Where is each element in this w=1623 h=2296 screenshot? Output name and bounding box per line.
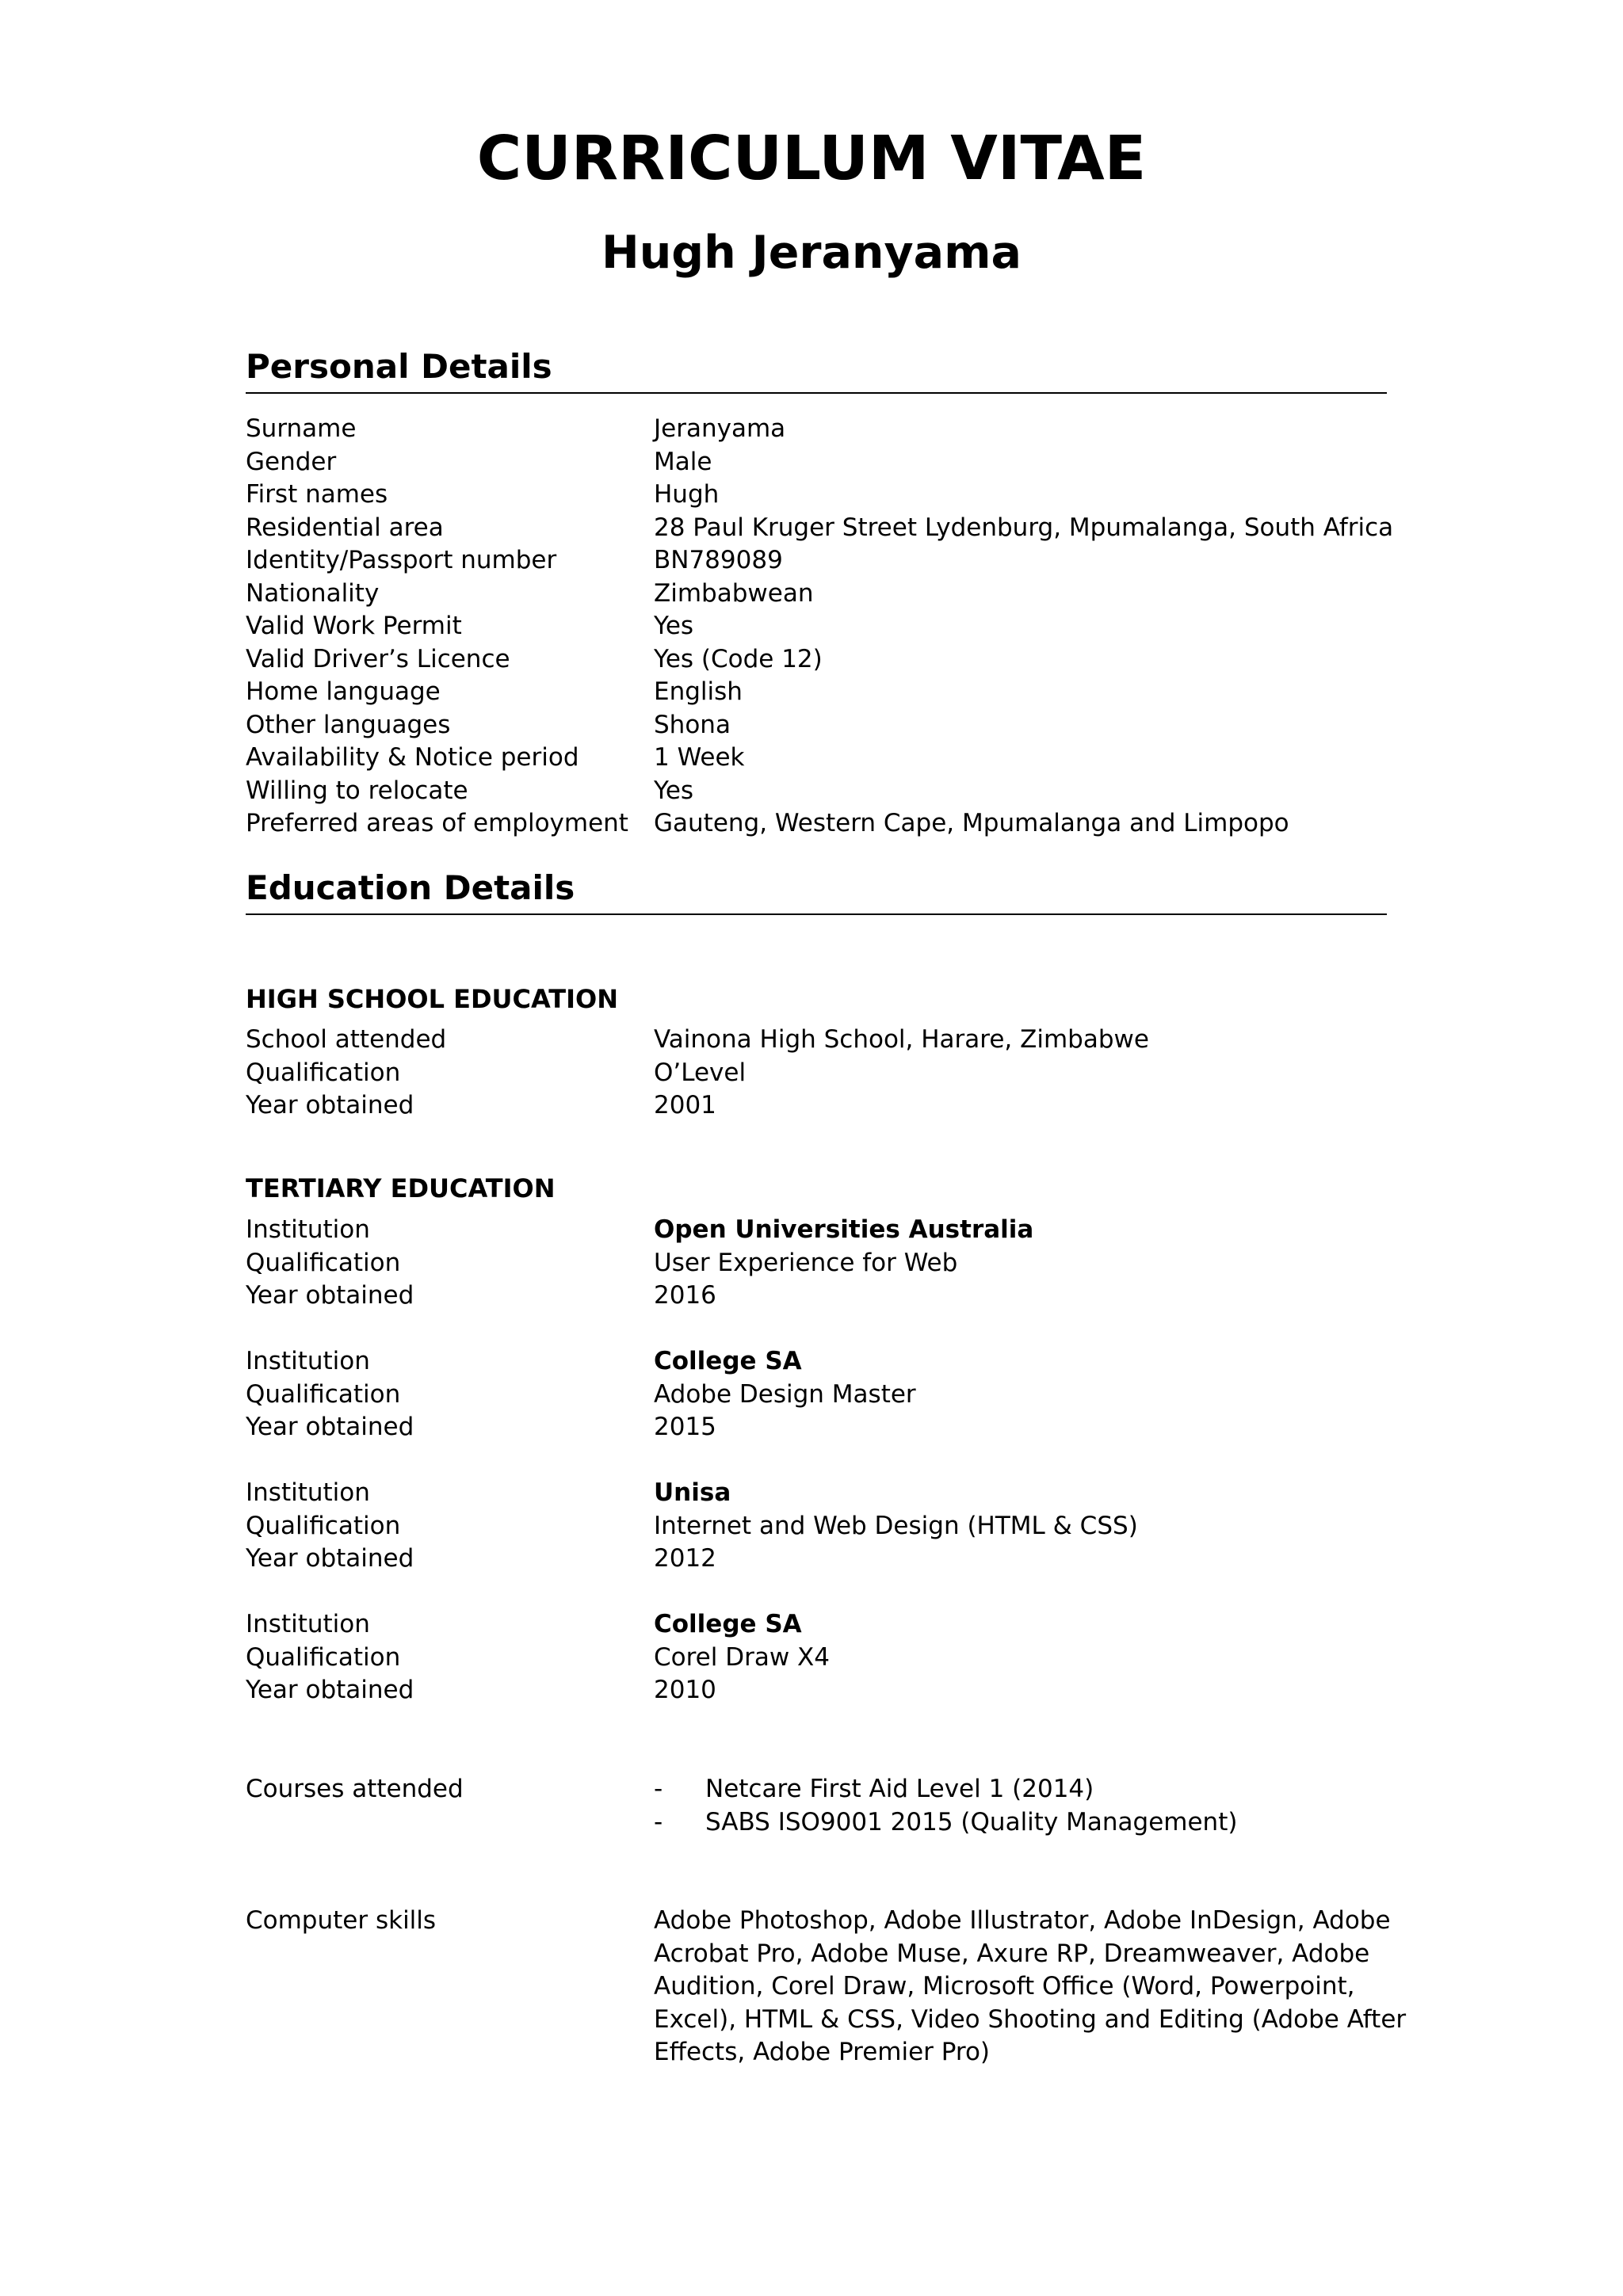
row-value: Jeranyama bbox=[654, 414, 786, 443]
row-label: Qualification bbox=[246, 1058, 401, 1087]
row-label: School attended bbox=[246, 1025, 447, 1054]
row-label: Year obtained bbox=[246, 1281, 414, 1310]
computer-skills bbox=[246, 1905, 1407, 2071]
row-label: Institution bbox=[246, 1347, 370, 1375]
row-value: Adobe Design Master bbox=[654, 1379, 916, 1409]
row-label: Institution bbox=[246, 1478, 370, 1507]
personal-row-work-permit bbox=[246, 610, 1387, 643]
row-value: 2015 bbox=[654, 1413, 716, 1441]
row-label: Qualification bbox=[246, 1642, 401, 1672]
skills-line: Adobe Photoshop, Adobe Illustrator, Adobe InDesign, Adobe bbox=[654, 1906, 1391, 1935]
row-value: 2012 bbox=[654, 1544, 716, 1573]
row-value: Yes bbox=[654, 612, 694, 640]
row-label: Year obtained bbox=[246, 1413, 414, 1441]
row-value: Gauteng, Western Cape, Mpumalanga and Limpopo bbox=[654, 809, 1289, 837]
row-value: Shona bbox=[654, 710, 731, 739]
personal-row-relocate bbox=[246, 775, 1387, 808]
personal-row-home-language bbox=[246, 676, 1387, 709]
personal-row-other-languages bbox=[246, 709, 1387, 742]
high-school-heading: HIGH SCHOOL EDUCATION bbox=[246, 984, 619, 1014]
skills-line: Excel), HTML & CSS, Video Shooting and Editing (Adobe After bbox=[654, 2004, 1407, 2034]
personal-row-gender bbox=[246, 446, 1387, 479]
course-text: SABS ISO9001 2015 (Quality Management) bbox=[705, 1807, 1238, 1836]
row-label: Surname bbox=[246, 414, 357, 443]
bullet-dash: - bbox=[654, 1775, 663, 1803]
tertiary-row-year bbox=[246, 1543, 1387, 1576]
row-label: Home language bbox=[246, 677, 441, 706]
row-label: Year obtained bbox=[246, 1676, 414, 1704]
row-value: 28 Paul Kruger Street Lydenburg, Mpumalanga, South Africa bbox=[654, 513, 1394, 542]
tertiary-entry bbox=[246, 1477, 1387, 1576]
personal-row-residential-area bbox=[246, 512, 1394, 545]
row-label: Valid Work Permit bbox=[246, 612, 462, 640]
tertiary-row-qualification bbox=[246, 1642, 1387, 1675]
document-title: CURRICULUM VITAE bbox=[476, 124, 1147, 194]
personal-row-nationality bbox=[246, 578, 1387, 611]
row-value: English bbox=[654, 677, 743, 706]
tertiary-heading: TERTIARY EDUCATION bbox=[246, 1173, 556, 1203]
row-label: Identity/Passport number bbox=[246, 546, 557, 574]
row-label: Gender bbox=[246, 447, 337, 476]
candidate-name: Hugh Jeranyama bbox=[601, 227, 1022, 279]
computer-skills-text bbox=[654, 1905, 1407, 2069]
tertiary-row-institution bbox=[246, 1477, 1387, 1510]
row-label: Preferred areas of employment bbox=[246, 809, 628, 837]
institution-name: College SA bbox=[654, 1610, 802, 1638]
row-value: 2001 bbox=[654, 1091, 716, 1119]
skills-line: Effects, Adobe Premier Pro) bbox=[654, 2038, 991, 2066]
courses-label: Courses attended bbox=[246, 1775, 464, 1803]
skills-line: Audition, Corel Draw, Microsoft Office (Word, Powerpoint, bbox=[654, 1972, 1355, 2000]
computer-skills-label: Computer skills bbox=[246, 1906, 437, 1935]
row-label: Qualification bbox=[246, 1248, 401, 1277]
row-value: Corel Draw X4 bbox=[654, 1642, 830, 1672]
tertiary-row-year bbox=[246, 1280, 1387, 1313]
row-label: Other languages bbox=[246, 710, 451, 739]
high-school-row-year bbox=[246, 1089, 1387, 1123]
personal-row-preferred-areas bbox=[246, 807, 1387, 841]
tertiary-row-year bbox=[246, 1411, 1387, 1444]
row-label: Institution bbox=[246, 1610, 370, 1638]
tertiary-entry bbox=[246, 1214, 1387, 1313]
row-label: Institution bbox=[246, 1215, 370, 1244]
list-item bbox=[654, 1806, 1387, 1840]
row-value: O’Level bbox=[654, 1058, 747, 1087]
tertiary-row-qualification bbox=[246, 1247, 1387, 1280]
tertiary-row-institution bbox=[246, 1214, 1387, 1247]
institution-name: College SA bbox=[654, 1347, 802, 1375]
personal-row-drivers-licence bbox=[246, 643, 1387, 677]
row-label: Nationality bbox=[246, 578, 380, 608]
tertiary-row-institution bbox=[246, 1608, 1387, 1642]
row-label: Year obtained bbox=[246, 1091, 414, 1119]
row-label: Residential area bbox=[246, 513, 444, 542]
education-details-heading: Education Details bbox=[246, 868, 1387, 915]
row-value: Yes bbox=[654, 776, 694, 805]
tertiary-row-qualification bbox=[246, 1379, 1387, 1412]
tertiary-entry bbox=[246, 1345, 1387, 1444]
row-value: 1 Week bbox=[654, 743, 745, 772]
personal-details-table bbox=[246, 413, 1394, 841]
row-label: Valid Driver’s Licence bbox=[246, 644, 510, 673]
bullet-dash: - bbox=[654, 1807, 663, 1836]
row-label: Willing to relocate bbox=[246, 776, 468, 805]
row-label: Qualification bbox=[246, 1511, 401, 1540]
tertiary-row-institution bbox=[246, 1345, 1387, 1379]
courses-attended bbox=[246, 1773, 1387, 1840]
row-value: 2010 bbox=[654, 1676, 716, 1704]
row-label: Year obtained bbox=[246, 1544, 414, 1573]
row-value: Zimbabwean bbox=[654, 578, 814, 608]
institution-name: Open Universities Australia bbox=[654, 1215, 1034, 1244]
personal-row-availability bbox=[246, 742, 1387, 775]
high-school-row-school bbox=[246, 1024, 1387, 1057]
course-text: Netcare First Aid Level 1 (2014) bbox=[705, 1775, 1094, 1803]
personal-row-first-names bbox=[246, 479, 1387, 512]
personal-details-heading: Personal Details bbox=[246, 347, 1387, 394]
row-label: Availability & Notice period bbox=[246, 743, 579, 772]
tertiary-row-qualification bbox=[246, 1510, 1387, 1543]
institution-name: Unisa bbox=[654, 1478, 731, 1507]
row-value: Male bbox=[654, 447, 712, 476]
row-value: Vainona High School, Harare, Zimbabwe bbox=[654, 1025, 1149, 1054]
courses-list bbox=[654, 1773, 1387, 1839]
row-value: User Experience for Web bbox=[654, 1248, 958, 1277]
tertiary-entry bbox=[246, 1608, 1387, 1707]
row-value: 2016 bbox=[654, 1281, 716, 1310]
high-school-row-qualification bbox=[246, 1057, 1387, 1090]
tertiary-row-year bbox=[246, 1674, 1387, 1707]
row-label: First names bbox=[246, 480, 388, 509]
row-value: Internet and Web Design (HTML & CSS) bbox=[654, 1511, 1138, 1540]
row-value: Yes (Code 12) bbox=[654, 644, 823, 673]
list-item bbox=[654, 1773, 1387, 1806]
personal-row-passport-number bbox=[246, 544, 1387, 578]
row-value: Hugh bbox=[654, 480, 720, 509]
personal-row-surname bbox=[246, 413, 1387, 446]
row-value: BN789089 bbox=[654, 546, 783, 574]
row-label: Qualification bbox=[246, 1379, 401, 1409]
high-school-table bbox=[246, 1024, 1387, 1123]
skills-line: Acrobat Pro, Adobe Muse, Axure RP, Dreamweaver, Adobe bbox=[654, 1939, 1370, 1968]
